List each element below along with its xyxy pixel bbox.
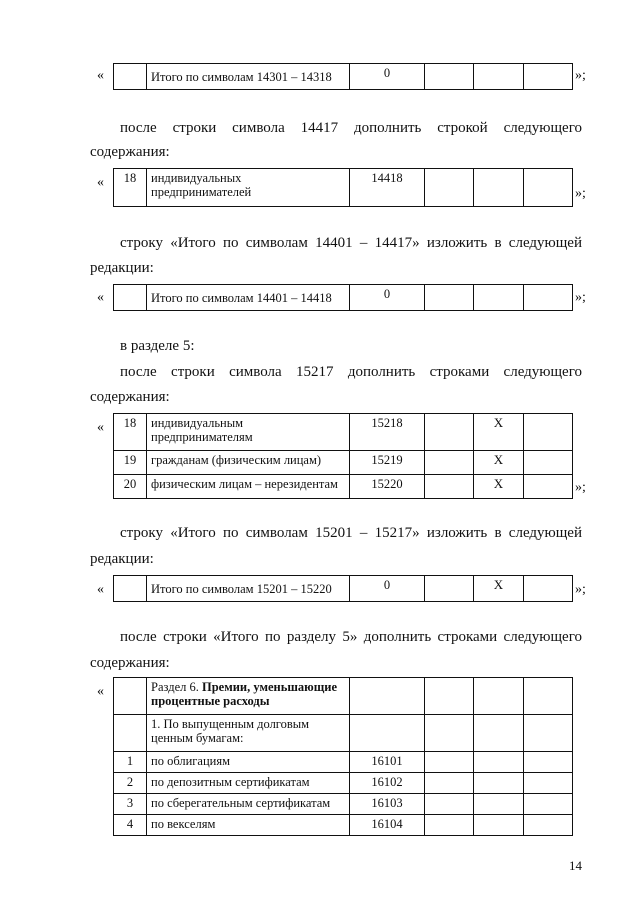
subsection-heading: 1. По выпущенным долговым ценным бумагам: <box>147 715 350 752</box>
open-quote: « <box>97 290 104 305</box>
open-quote: « <box>97 582 104 597</box>
paragraph-line: после строки символа 14417 дополнить строкой следующего <box>120 120 582 136</box>
table-row <box>114 715 573 752</box>
close-quote: »; <box>575 480 586 495</box>
cell-text: Итого по символам 14301 – 14318 <box>147 64 350 90</box>
paragraph-line: содержания: <box>90 655 170 671</box>
table-row: 3 по сберегательным сертификатам 16103 <box>114 794 573 815</box>
paragraph-line: содержания: <box>90 144 170 160</box>
table-total-14401 <box>113 284 573 311</box>
cell-text: Итого по символам 15201 – 15220 <box>147 576 350 602</box>
paragraph-line: редакции: <box>90 260 154 276</box>
x-mark: X <box>474 451 524 475</box>
cell-value: 0 <box>350 576 425 602</box>
table-section6 <box>113 677 573 836</box>
paragraph-line: редакции: <box>90 551 154 567</box>
cell-text: Итого по символам 14401 – 14418 <box>147 285 350 311</box>
cell-text: индивидуальных предпринимателей <box>147 169 350 207</box>
close-quote: »; <box>575 290 586 305</box>
open-quote: « <box>97 684 104 699</box>
close-quote: »; <box>575 186 586 201</box>
table-row: 18 индивидуальным предпринимателям 15218 X <box>114 414 573 451</box>
cell-num: 18 <box>114 169 147 207</box>
table-row: 1 по облигациям 16101 <box>114 752 573 773</box>
table-row: 2 по депозитным сертификатам 16102 <box>114 773 573 794</box>
table-row: 19 гражданам (физическим лицам) 15219 X <box>114 451 573 475</box>
table-row <box>114 678 573 715</box>
table-row: 20 физическим лицам – нерезидентам 15220 X <box>114 475 573 499</box>
open-quote: « <box>97 68 104 83</box>
table-total-14301 <box>113 63 573 90</box>
table-row-14418 <box>113 168 573 207</box>
table-total-15201 <box>113 575 573 602</box>
cell-code: 14418 <box>350 169 425 207</box>
section-heading: Раздел 6. Премии, уменьшающие процентные расходы <box>147 678 350 715</box>
cell-value: 0 <box>350 64 425 90</box>
table-row: 4 по векселям 16104 <box>114 815 573 836</box>
close-quote: »; <box>575 582 586 597</box>
page-number: 14 <box>569 858 582 873</box>
x-mark: X <box>474 576 524 602</box>
paragraph-line: строку «Итого по символам 14401 – 14417» изложить в следующей <box>120 235 582 251</box>
paragraph-line: содержания: <box>90 389 170 405</box>
table-section5-rows <box>113 413 573 499</box>
open-quote: « <box>97 420 104 435</box>
open-quote: « <box>97 175 104 190</box>
x-mark: X <box>474 414 524 451</box>
x-mark: X <box>474 475 524 499</box>
cell-value: 0 <box>350 285 425 311</box>
paragraph-line: в разделе 5: <box>120 338 195 354</box>
paragraph-line: после строки «Итого по разделу 5» дополнить строками следующего <box>120 629 582 645</box>
paragraph-line: строку «Итого по символам 15201 – 15217» изложить в следующей <box>120 525 582 541</box>
cell-num <box>114 64 147 90</box>
paragraph-line: после строки символа 15217 дополнить строками следующего <box>120 364 582 380</box>
close-quote: »; <box>575 68 586 83</box>
